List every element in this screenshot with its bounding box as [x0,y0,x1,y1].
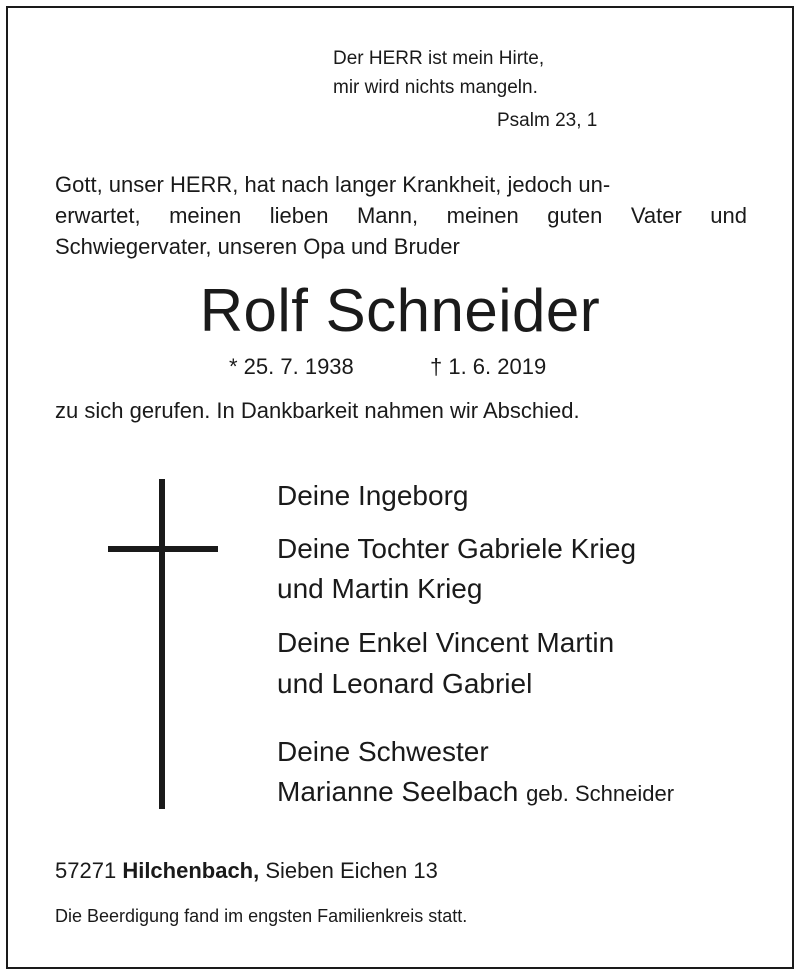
closing-line: zu sich gerufen. In Dankbarkeit nahmen wir Abschied. [55,398,580,423]
family-grandchildren-2: und Leonard Gabriel [277,668,533,699]
verse-reference: Psalm 23, 1 [497,110,598,131]
cross-icon [108,479,218,809]
death-date: † 1. 6. 2019 [430,354,547,379]
address-postal-code: 57271 [55,858,117,883]
family-son-in-law: und Martin Krieg [277,573,483,604]
intro-line-1: Gott, unser HERR, hat nach langer Krankheit, jedoch un- [55,172,611,197]
address-city: Hilchenbach, [122,858,260,883]
funeral-note: Die Beerdigung fand im engsten Familienkreis statt. [55,906,468,926]
family-wife: Deine Ingeborg [277,480,469,511]
address-street: Sieben Eichen 13 [265,858,438,883]
family-sister-row [277,772,674,814]
verse-line-1: Der HERR ist mein Hirte, [333,48,545,69]
verse-line-2: mir wird nichts mangeln. [333,77,538,98]
deceased-name: Rolf Schneider [199,277,601,344]
family-grandchildren-1: Deine Enkel Vincent Martin [277,627,615,658]
address-line [55,857,438,885]
birth-date: * 25. 7. 1938 [229,354,354,379]
intro-line-3: Schwiegervater, unseren Opa und Bruder [55,234,460,259]
intro-line-2: erwartet, meinen lieben Mann, meinen guten Vater und [55,203,747,228]
family-sister-name: Marianne Seelbach [277,776,519,807]
family-sister-birthname: geb. Schneider [526,781,675,806]
family-daughter: Deine Tochter Gabriele Krieg [277,533,637,564]
family-sister-label: Deine Schwester [277,736,489,767]
